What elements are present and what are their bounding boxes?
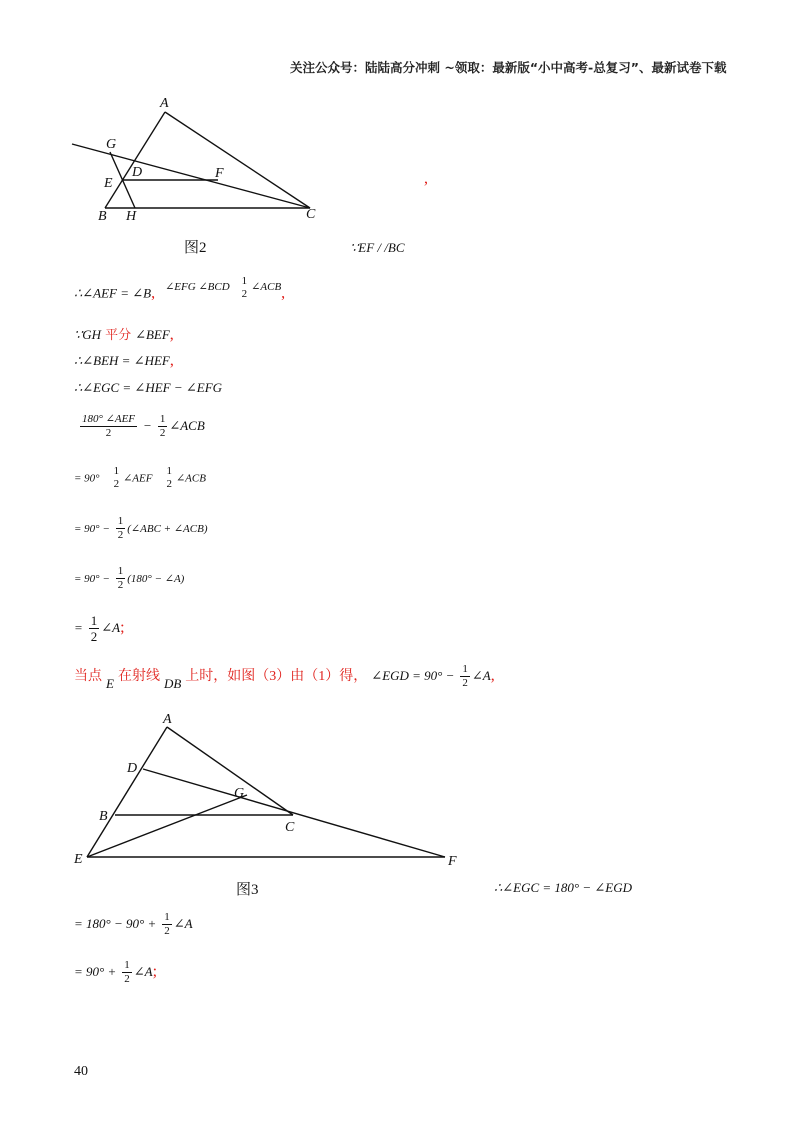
page-number: 40 <box>74 1064 88 1079</box>
label-C: C <box>285 820 295 835</box>
eq-90-plus: = 90° + <box>74 964 117 980</box>
label-E: E <box>104 176 113 191</box>
line-6 <box>78 414 205 439</box>
half-fraction: $\frac{1}{2}$ <box>124 959 130 985</box>
point-e: E <box>106 676 114 692</box>
line-8 <box>74 516 207 541</box>
line-9 <box>74 566 184 591</box>
angle-a: ∠A <box>101 620 121 636</box>
efg-bcd: ∠EFG ∠BCD <box>165 280 230 293</box>
seg-AC <box>165 112 310 208</box>
page-header: 关注公众号：陆陆高分冲刺 ~领取：最新版“小中高考-总复习”、最新试卷下载 <box>290 60 727 75</box>
comma: , <box>490 667 495 685</box>
acb: ∠ACB <box>251 280 282 293</box>
angle-bef: ∠BEF <box>135 327 170 342</box>
label-G: G <box>106 137 117 152</box>
seg-EG <box>87 795 247 857</box>
label-B: B <box>99 809 108 824</box>
line-10 <box>74 614 125 643</box>
180-minus-a: (180° − ∠A) <box>127 573 185 586</box>
comma: , <box>169 352 174 369</box>
half-fraction: $\frac{1}{2}$ <box>462 663 468 689</box>
half-fraction: $\frac{1}{2}$ <box>164 911 170 937</box>
label-E: E <box>74 852 83 867</box>
seg-AE <box>87 727 167 857</box>
abc-plus-acb: (∠ABC + ∠ACB) <box>127 523 208 536</box>
label-A: A <box>163 712 172 727</box>
half-fraction: $\frac{1}{2}$ <box>159 413 166 439</box>
line-2 <box>74 275 286 306</box>
case-text-3: 上时，如图（3）由（1）得， <box>185 669 368 685</box>
label-D: D <box>127 761 138 776</box>
label-C: C <box>306 207 316 222</box>
red-comma-mark: , <box>424 170 428 187</box>
equals: = <box>74 620 83 636</box>
comma: , <box>281 284 286 302</box>
angle-acb: ∠ACB <box>175 472 206 485</box>
label-B: B <box>98 209 107 224</box>
semicolon: ; <box>120 619 125 637</box>
comma: , <box>169 326 174 343</box>
line-3 <box>74 324 174 344</box>
half-fraction: $\frac{1}{2}$ <box>90 613 98 644</box>
bisect-text: 平分 <box>105 327 132 342</box>
label-H: H <box>126 209 137 224</box>
label-A: A <box>160 96 169 111</box>
aef-eq-b: ∴∠AEF = ∠B <box>74 285 152 301</box>
half-fraction: 1 2 <box>241 275 248 300</box>
egd-formula: ∠EGD = 90° − <box>371 668 455 684</box>
fraction-180-aef: $\frac{\text{180° ∠AEF}}{2}$ <box>82 413 136 439</box>
semicolon: ; <box>152 963 158 981</box>
half-fraction: $\frac{1}{2}$ <box>117 515 124 541</box>
figure-2 <box>60 90 360 230</box>
angle-aef: ∠AEF <box>123 472 153 485</box>
figure-3-caption: 图3 <box>236 882 259 898</box>
egc-eq: ∴∠EGC = 180° − ∠EGD <box>494 880 633 895</box>
case-text-2: 在射线 <box>117 669 160 685</box>
eq-180-90: = 180° − 90° + <box>74 916 157 932</box>
beh-eq-hef: ∴∠BEH = ∠HEF <box>74 353 170 368</box>
result-line-2 <box>74 960 157 985</box>
angle-a: ∠A <box>173 916 193 932</box>
seg-DF <box>143 769 445 857</box>
line-4 <box>74 352 174 370</box>
figure-2-caption: 图2 <box>184 240 207 256</box>
label-F: F <box>448 854 457 869</box>
half-fraction: 1 2 <box>113 465 120 490</box>
label-D: D <box>132 165 143 180</box>
label-G: G <box>234 786 245 801</box>
half-fraction: 1 2 <box>166 465 172 490</box>
half-fraction: $\frac{1}{2}$ <box>117 565 124 591</box>
comma: , <box>151 284 156 302</box>
angle-a: ∠A <box>471 668 491 684</box>
line-ef-parallel-bc: ∵EF / /BC <box>350 240 405 255</box>
line-7 <box>74 466 206 490</box>
case-2-line <box>74 663 495 692</box>
ray-db: DB <box>163 676 182 692</box>
eq-90-minus: = 90° − <box>74 523 110 536</box>
minus: − <box>143 418 152 434</box>
since-gh: ∵GH <box>74 327 102 342</box>
result-line-1 <box>74 912 193 937</box>
eq-90: = 90° <box>74 472 100 485</box>
angle-acb: ∠ACB <box>169 418 205 434</box>
case-text-1: 当点 <box>74 669 102 685</box>
eq-90-minus: = 90° − <box>74 573 110 586</box>
angle-a: ∠A <box>133 964 153 980</box>
label-F: F <box>215 166 224 181</box>
line-5: ∴∠EGC = ∠HEF − ∠EFG <box>74 380 223 395</box>
figure-3 <box>65 705 475 875</box>
